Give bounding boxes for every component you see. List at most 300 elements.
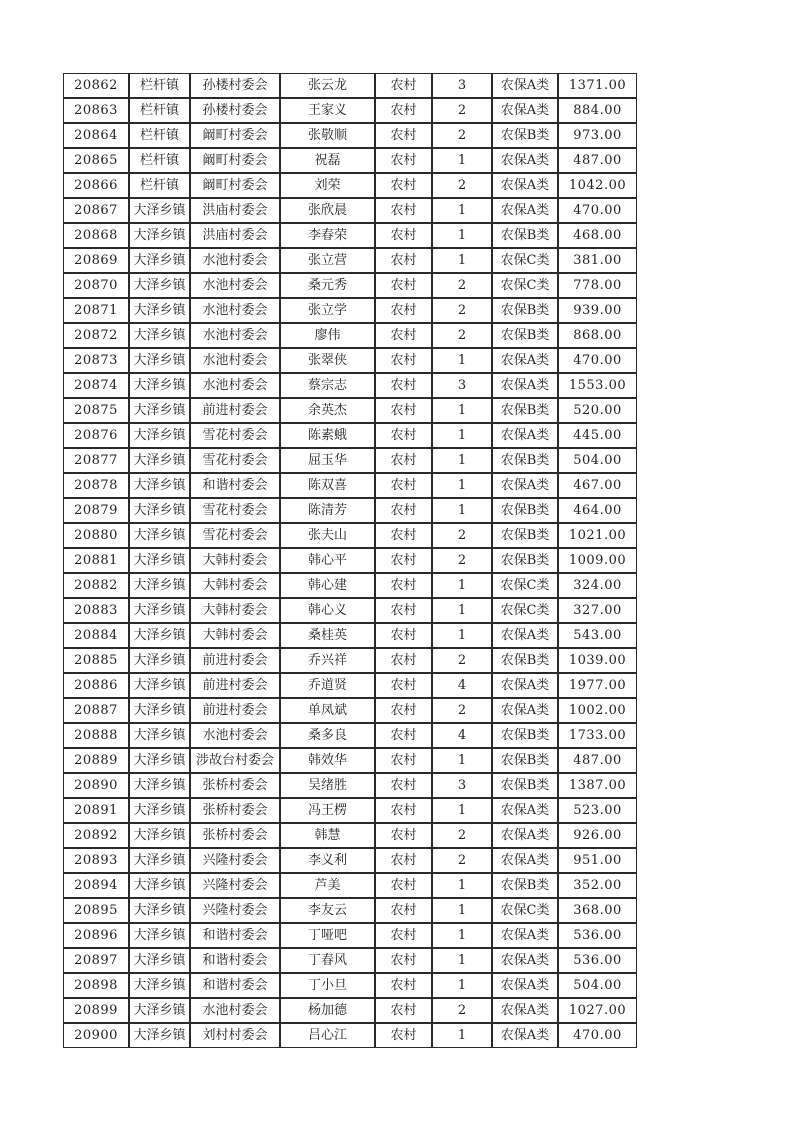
cell-person-name: 韩慧 bbox=[280, 823, 375, 848]
cell-person-name: 丁春风 bbox=[280, 948, 375, 973]
cell-town: 大泽乡镇 bbox=[129, 523, 190, 548]
cell-amount: 523.00 bbox=[558, 798, 637, 823]
cell-member-count: 1 bbox=[432, 598, 492, 623]
cell-member-count: 1 bbox=[432, 248, 492, 273]
cell-household-type: 农村 bbox=[375, 698, 432, 723]
cell-member-count: 2 bbox=[432, 823, 492, 848]
cell-household-type: 农村 bbox=[375, 648, 432, 673]
table-row bbox=[63, 498, 637, 523]
cell-person-name: 李春荣 bbox=[280, 223, 375, 248]
cell-town: 大泽乡镇 bbox=[129, 723, 190, 748]
table-row bbox=[63, 273, 637, 298]
cell-record-id: 20886 bbox=[63, 673, 129, 698]
cell-person-name: 张立营 bbox=[280, 248, 375, 273]
cell-member-count: 2 bbox=[432, 173, 492, 198]
cell-person-name: 芦美 bbox=[280, 873, 375, 898]
cell-village-committee: 雪花村委会 bbox=[190, 423, 280, 448]
cell-town: 大泽乡镇 bbox=[129, 548, 190, 573]
cell-village-committee: 水池村委会 bbox=[190, 723, 280, 748]
cell-household-type: 农村 bbox=[375, 373, 432, 398]
cell-amount: 543.00 bbox=[558, 623, 637, 648]
cell-insurance-category: 农保A类 bbox=[492, 998, 558, 1023]
cell-person-name: 丁小旦 bbox=[280, 973, 375, 998]
cell-village-committee: 刘村村委会 bbox=[190, 1023, 280, 1048]
cell-town: 大泽乡镇 bbox=[129, 473, 190, 498]
table-row bbox=[63, 673, 637, 698]
table-row bbox=[63, 698, 637, 723]
table-row bbox=[63, 423, 637, 448]
cell-village-committee: 兴隆村委会 bbox=[190, 848, 280, 873]
cell-record-id: 20885 bbox=[63, 648, 129, 673]
table-row bbox=[63, 998, 637, 1023]
cell-village-committee: 兴隆村委会 bbox=[190, 898, 280, 923]
cell-household-type: 农村 bbox=[375, 598, 432, 623]
table-row bbox=[63, 448, 637, 473]
cell-record-id: 20887 bbox=[63, 698, 129, 723]
cell-amount: 536.00 bbox=[558, 948, 637, 973]
cell-amount: 381.00 bbox=[558, 248, 637, 273]
cell-village-committee: 大韩村委会 bbox=[190, 598, 280, 623]
cell-household-type: 农村 bbox=[375, 148, 432, 173]
cell-household-type: 农村 bbox=[375, 798, 432, 823]
table-row bbox=[63, 798, 637, 823]
cell-household-type: 农村 bbox=[375, 298, 432, 323]
table-row bbox=[63, 648, 637, 673]
cell-record-id: 20897 bbox=[63, 948, 129, 973]
cell-record-id: 20893 bbox=[63, 848, 129, 873]
cell-record-id: 20867 bbox=[63, 198, 129, 223]
cell-village-committee: 水池村委会 bbox=[190, 273, 280, 298]
cell-household-type: 农村 bbox=[375, 73, 432, 98]
cell-member-count: 1 bbox=[432, 398, 492, 423]
cell-person-name: 杨加德 bbox=[280, 998, 375, 1023]
cell-household-type: 农村 bbox=[375, 623, 432, 648]
cell-record-id: 20874 bbox=[63, 373, 129, 398]
cell-person-name: 桑桂英 bbox=[280, 623, 375, 648]
cell-amount: 536.00 bbox=[558, 923, 637, 948]
cell-village-committee: 大韩村委会 bbox=[190, 573, 280, 598]
cell-record-id: 20879 bbox=[63, 498, 129, 523]
cell-town: 大泽乡镇 bbox=[129, 598, 190, 623]
cell-record-id: 20895 bbox=[63, 898, 129, 923]
cell-record-id: 20864 bbox=[63, 123, 129, 148]
cell-person-name: 丁哑吧 bbox=[280, 923, 375, 948]
cell-record-id: 20866 bbox=[63, 173, 129, 198]
cell-town: 大泽乡镇 bbox=[129, 823, 190, 848]
cell-person-name: 桑元秀 bbox=[280, 273, 375, 298]
cell-village-committee: 水池村委会 bbox=[190, 998, 280, 1023]
cell-village-committee: 涉故台村委会 bbox=[190, 748, 280, 773]
cell-amount: 470.00 bbox=[558, 348, 637, 373]
table-row bbox=[63, 548, 637, 573]
table-row bbox=[63, 773, 637, 798]
cell-person-name: 韩效华 bbox=[280, 748, 375, 773]
cell-amount: 973.00 bbox=[558, 123, 637, 148]
cell-member-count: 2 bbox=[432, 848, 492, 873]
cell-insurance-category: 农保A类 bbox=[492, 1023, 558, 1048]
cell-member-count: 3 bbox=[432, 373, 492, 398]
cell-village-committee: 阚町村委会 bbox=[190, 173, 280, 198]
cell-town: 大泽乡镇 bbox=[129, 248, 190, 273]
cell-insurance-category: 农保A类 bbox=[492, 373, 558, 398]
cell-member-count: 1 bbox=[432, 498, 492, 523]
cell-person-name: 王家义 bbox=[280, 98, 375, 123]
cell-insurance-category: 农保A类 bbox=[492, 473, 558, 498]
cell-town: 大泽乡镇 bbox=[129, 348, 190, 373]
cell-person-name: 刘荣 bbox=[280, 173, 375, 198]
cell-insurance-category: 农保B类 bbox=[492, 723, 558, 748]
cell-insurance-category: 农保B类 bbox=[492, 548, 558, 573]
cell-household-type: 农村 bbox=[375, 473, 432, 498]
cell-village-committee: 水池村委会 bbox=[190, 323, 280, 348]
cell-insurance-category: 农保A类 bbox=[492, 823, 558, 848]
cell-household-type: 农村 bbox=[375, 323, 432, 348]
cell-village-committee: 雪花村委会 bbox=[190, 498, 280, 523]
table-row bbox=[63, 848, 637, 873]
table-row bbox=[63, 98, 637, 123]
cell-household-type: 农村 bbox=[375, 1023, 432, 1048]
cell-household-type: 农村 bbox=[375, 673, 432, 698]
cell-village-committee: 张桥村委会 bbox=[190, 823, 280, 848]
cell-household-type: 农村 bbox=[375, 898, 432, 923]
cell-amount: 327.00 bbox=[558, 598, 637, 623]
cell-town: 栏杆镇 bbox=[129, 173, 190, 198]
cell-household-type: 农村 bbox=[375, 548, 432, 573]
cell-insurance-category: 农保A类 bbox=[492, 148, 558, 173]
cell-amount: 1021.00 bbox=[558, 523, 637, 548]
cell-member-count: 3 bbox=[432, 773, 492, 798]
table-row bbox=[63, 873, 637, 898]
cell-record-id: 20900 bbox=[63, 1023, 129, 1048]
cell-record-id: 20882 bbox=[63, 573, 129, 598]
cell-amount: 1371.00 bbox=[558, 73, 637, 98]
cell-record-id: 20899 bbox=[63, 998, 129, 1023]
cell-amount: 1039.00 bbox=[558, 648, 637, 673]
cell-insurance-category: 农保A类 bbox=[492, 623, 558, 648]
table-row bbox=[63, 298, 637, 323]
cell-insurance-category: 农保B类 bbox=[492, 873, 558, 898]
cell-amount: 778.00 bbox=[558, 273, 637, 298]
cell-record-id: 20865 bbox=[63, 148, 129, 173]
cell-household-type: 农村 bbox=[375, 248, 432, 273]
cell-town: 大泽乡镇 bbox=[129, 298, 190, 323]
cell-member-count: 1 bbox=[432, 923, 492, 948]
cell-insurance-category: 农保A类 bbox=[492, 673, 558, 698]
cell-household-type: 农村 bbox=[375, 923, 432, 948]
cell-member-count: 1 bbox=[432, 1023, 492, 1048]
cell-village-committee: 前进村委会 bbox=[190, 398, 280, 423]
cell-insurance-category: 农保A类 bbox=[492, 423, 558, 448]
cell-insurance-category: 农保A类 bbox=[492, 198, 558, 223]
cell-amount: 926.00 bbox=[558, 823, 637, 848]
cell-amount: 504.00 bbox=[558, 973, 637, 998]
cell-amount: 868.00 bbox=[558, 323, 637, 348]
cell-insurance-category: 农保B类 bbox=[492, 648, 558, 673]
cell-town: 大泽乡镇 bbox=[129, 398, 190, 423]
cell-record-id: 20884 bbox=[63, 623, 129, 648]
table-row bbox=[63, 723, 637, 748]
cell-member-count: 1 bbox=[432, 148, 492, 173]
cell-village-committee: 和谐村委会 bbox=[190, 923, 280, 948]
cell-town: 大泽乡镇 bbox=[129, 648, 190, 673]
cell-person-name: 韩心平 bbox=[280, 548, 375, 573]
cell-member-count: 4 bbox=[432, 723, 492, 748]
table-row bbox=[63, 823, 637, 848]
cell-member-count: 1 bbox=[432, 748, 492, 773]
table-row bbox=[63, 623, 637, 648]
cell-village-committee: 张桥村委会 bbox=[190, 773, 280, 798]
cell-amount: 1002.00 bbox=[558, 698, 637, 723]
cell-person-name: 廖伟 bbox=[280, 323, 375, 348]
cell-member-count: 2 bbox=[432, 698, 492, 723]
cell-person-name: 蔡宗志 bbox=[280, 373, 375, 398]
table-row bbox=[63, 598, 637, 623]
cell-member-count: 2 bbox=[432, 123, 492, 148]
cell-town: 大泽乡镇 bbox=[129, 1023, 190, 1048]
cell-member-count: 2 bbox=[432, 523, 492, 548]
cell-household-type: 农村 bbox=[375, 573, 432, 598]
cell-town: 大泽乡镇 bbox=[129, 998, 190, 1023]
cell-town: 栏杆镇 bbox=[129, 123, 190, 148]
cell-person-name: 桑多良 bbox=[280, 723, 375, 748]
cell-village-committee: 水池村委会 bbox=[190, 373, 280, 398]
table-row bbox=[63, 198, 637, 223]
cell-insurance-category: 农保B类 bbox=[492, 773, 558, 798]
cell-insurance-category: 农保B类 bbox=[492, 298, 558, 323]
cell-member-count: 1 bbox=[432, 948, 492, 973]
cell-household-type: 农村 bbox=[375, 873, 432, 898]
cell-town: 大泽乡镇 bbox=[129, 573, 190, 598]
cell-town: 大泽乡镇 bbox=[129, 923, 190, 948]
cell-person-name: 余英杰 bbox=[280, 398, 375, 423]
cell-insurance-category: 农保A类 bbox=[492, 348, 558, 373]
cell-record-id: 20875 bbox=[63, 398, 129, 423]
cell-record-id: 20883 bbox=[63, 598, 129, 623]
cell-person-name: 陈清芳 bbox=[280, 498, 375, 523]
cell-person-name: 韩心建 bbox=[280, 573, 375, 598]
cell-household-type: 农村 bbox=[375, 198, 432, 223]
cell-town: 大泽乡镇 bbox=[129, 898, 190, 923]
cell-town: 大泽乡镇 bbox=[129, 773, 190, 798]
cell-record-id: 20889 bbox=[63, 748, 129, 773]
cell-household-type: 农村 bbox=[375, 498, 432, 523]
cell-village-committee: 洪庙村委会 bbox=[190, 223, 280, 248]
table-row bbox=[63, 1023, 637, 1048]
cell-household-type: 农村 bbox=[375, 748, 432, 773]
cell-household-type: 农村 bbox=[375, 348, 432, 373]
cell-member-count: 1 bbox=[432, 898, 492, 923]
cell-member-count: 2 bbox=[432, 298, 492, 323]
cell-person-name: 乔道贤 bbox=[280, 673, 375, 698]
cell-household-type: 农村 bbox=[375, 98, 432, 123]
cell-record-id: 20871 bbox=[63, 298, 129, 323]
cell-household-type: 农村 bbox=[375, 123, 432, 148]
cell-member-count: 3 bbox=[432, 73, 492, 98]
cell-insurance-category: 农保C类 bbox=[492, 598, 558, 623]
table-row bbox=[63, 323, 637, 348]
cell-amount: 467.00 bbox=[558, 473, 637, 498]
cell-household-type: 农村 bbox=[375, 398, 432, 423]
cell-household-type: 农村 bbox=[375, 273, 432, 298]
cell-village-committee: 张桥村委会 bbox=[190, 798, 280, 823]
cell-person-name: 张敬顺 bbox=[280, 123, 375, 148]
cell-insurance-category: 农保B类 bbox=[492, 323, 558, 348]
cell-member-count: 2 bbox=[432, 998, 492, 1023]
table-row bbox=[63, 898, 637, 923]
cell-town: 大泽乡镇 bbox=[129, 273, 190, 298]
cell-member-count: 1 bbox=[432, 448, 492, 473]
table-row bbox=[63, 248, 637, 273]
cell-amount: 951.00 bbox=[558, 848, 637, 873]
table-row bbox=[63, 73, 637, 98]
cell-town: 大泽乡镇 bbox=[129, 848, 190, 873]
cell-household-type: 农村 bbox=[375, 223, 432, 248]
cell-person-name: 屈玉华 bbox=[280, 448, 375, 473]
cell-village-committee: 前进村委会 bbox=[190, 648, 280, 673]
cell-member-count: 1 bbox=[432, 473, 492, 498]
cell-amount: 352.00 bbox=[558, 873, 637, 898]
cell-town: 大泽乡镇 bbox=[129, 498, 190, 523]
cell-record-id: 20890 bbox=[63, 773, 129, 798]
cell-insurance-category: 农保B类 bbox=[492, 398, 558, 423]
cell-insurance-category: 农保A类 bbox=[492, 973, 558, 998]
cell-amount: 487.00 bbox=[558, 148, 637, 173]
cell-household-type: 农村 bbox=[375, 423, 432, 448]
cell-record-id: 20877 bbox=[63, 448, 129, 473]
cell-village-committee: 和谐村委会 bbox=[190, 473, 280, 498]
cell-insurance-category: 农保A类 bbox=[492, 98, 558, 123]
cell-person-name: 单凤斌 bbox=[280, 698, 375, 723]
table-row bbox=[63, 123, 637, 148]
cell-amount: 324.00 bbox=[558, 573, 637, 598]
table-row bbox=[63, 173, 637, 198]
cell-town: 大泽乡镇 bbox=[129, 223, 190, 248]
cell-person-name: 张云龙 bbox=[280, 73, 375, 98]
cell-record-id: 20873 bbox=[63, 348, 129, 373]
cell-insurance-category: 农保C类 bbox=[492, 273, 558, 298]
cell-record-id: 20888 bbox=[63, 723, 129, 748]
cell-amount: 1042.00 bbox=[558, 173, 637, 198]
cell-person-name: 李义利 bbox=[280, 848, 375, 873]
cell-member-count: 1 bbox=[432, 423, 492, 448]
cell-person-name: 乔兴祥 bbox=[280, 648, 375, 673]
cell-insurance-category: 农保C类 bbox=[492, 248, 558, 273]
cell-village-committee: 孙楼村委会 bbox=[190, 98, 280, 123]
cell-household-type: 农村 bbox=[375, 173, 432, 198]
cell-household-type: 农村 bbox=[375, 448, 432, 473]
table-row bbox=[63, 948, 637, 973]
cell-member-count: 2 bbox=[432, 273, 492, 298]
cell-town: 大泽乡镇 bbox=[129, 698, 190, 723]
cell-insurance-category: 农保B类 bbox=[492, 498, 558, 523]
table-row bbox=[63, 748, 637, 773]
table-row bbox=[63, 373, 637, 398]
cell-record-id: 20862 bbox=[63, 73, 129, 98]
cell-household-type: 农村 bbox=[375, 948, 432, 973]
cell-household-type: 农村 bbox=[375, 848, 432, 873]
table-row bbox=[63, 473, 637, 498]
cell-insurance-category: 农保A类 bbox=[492, 948, 558, 973]
cell-record-id: 20878 bbox=[63, 473, 129, 498]
cell-town: 栏杆镇 bbox=[129, 98, 190, 123]
cell-village-committee: 前进村委会 bbox=[190, 673, 280, 698]
cell-record-id: 20869 bbox=[63, 248, 129, 273]
cell-household-type: 农村 bbox=[375, 523, 432, 548]
cell-amount: 520.00 bbox=[558, 398, 637, 423]
cell-town: 大泽乡镇 bbox=[129, 748, 190, 773]
cell-town: 大泽乡镇 bbox=[129, 373, 190, 398]
cell-village-committee: 雪花村委会 bbox=[190, 523, 280, 548]
cell-amount: 1009.00 bbox=[558, 548, 637, 573]
cell-town: 大泽乡镇 bbox=[129, 873, 190, 898]
cell-person-name: 李友云 bbox=[280, 898, 375, 923]
cell-record-id: 20891 bbox=[63, 798, 129, 823]
cell-insurance-category: 农保B类 bbox=[492, 123, 558, 148]
cell-town: 大泽乡镇 bbox=[129, 623, 190, 648]
cell-record-id: 20880 bbox=[63, 523, 129, 548]
cell-record-id: 20881 bbox=[63, 548, 129, 573]
table-row bbox=[63, 148, 637, 173]
cell-person-name: 陈素蛾 bbox=[280, 423, 375, 448]
cell-insurance-category: 农保B类 bbox=[492, 223, 558, 248]
cell-village-committee: 洪庙村委会 bbox=[190, 198, 280, 223]
cell-village-committee: 雪花村委会 bbox=[190, 448, 280, 473]
cell-town: 大泽乡镇 bbox=[129, 323, 190, 348]
cell-member-count: 2 bbox=[432, 648, 492, 673]
cell-member-count: 4 bbox=[432, 673, 492, 698]
cell-amount: 470.00 bbox=[558, 198, 637, 223]
cell-amount: 884.00 bbox=[558, 98, 637, 123]
cell-town: 大泽乡镇 bbox=[129, 948, 190, 973]
cell-record-id: 20870 bbox=[63, 273, 129, 298]
cell-member-count: 1 bbox=[432, 573, 492, 598]
cell-town: 大泽乡镇 bbox=[129, 423, 190, 448]
cell-insurance-category: 农保B类 bbox=[492, 448, 558, 473]
cell-village-committee: 大韩村委会 bbox=[190, 548, 280, 573]
table-body bbox=[63, 73, 637, 1048]
cell-insurance-category: 农保A类 bbox=[492, 923, 558, 948]
cell-amount: 1553.00 bbox=[558, 373, 637, 398]
cell-person-name: 韩心义 bbox=[280, 598, 375, 623]
cell-town: 大泽乡镇 bbox=[129, 198, 190, 223]
insurance-roster-table bbox=[63, 73, 637, 1048]
cell-village-committee: 阚町村委会 bbox=[190, 123, 280, 148]
table-row bbox=[63, 923, 637, 948]
table-row bbox=[63, 348, 637, 373]
cell-town: 栏杆镇 bbox=[129, 148, 190, 173]
cell-village-committee: 前进村委会 bbox=[190, 698, 280, 723]
table-row bbox=[63, 573, 637, 598]
cell-household-type: 农村 bbox=[375, 998, 432, 1023]
cell-member-count: 2 bbox=[432, 548, 492, 573]
cell-person-name: 张夫山 bbox=[280, 523, 375, 548]
cell-amount: 1733.00 bbox=[558, 723, 637, 748]
cell-household-type: 农村 bbox=[375, 823, 432, 848]
cell-insurance-category: 农保B类 bbox=[492, 523, 558, 548]
cell-member-count: 1 bbox=[432, 198, 492, 223]
cell-amount: 468.00 bbox=[558, 223, 637, 248]
cell-record-id: 20896 bbox=[63, 923, 129, 948]
cell-person-name: 张翠侠 bbox=[280, 348, 375, 373]
cell-person-name: 冯王楞 bbox=[280, 798, 375, 823]
cell-amount: 504.00 bbox=[558, 448, 637, 473]
cell-village-committee: 水池村委会 bbox=[190, 298, 280, 323]
cell-member-count: 1 bbox=[432, 223, 492, 248]
cell-member-count: 1 bbox=[432, 348, 492, 373]
cell-amount: 939.00 bbox=[558, 298, 637, 323]
cell-insurance-category: 农保C类 bbox=[492, 898, 558, 923]
cell-village-committee: 大韩村委会 bbox=[190, 623, 280, 648]
